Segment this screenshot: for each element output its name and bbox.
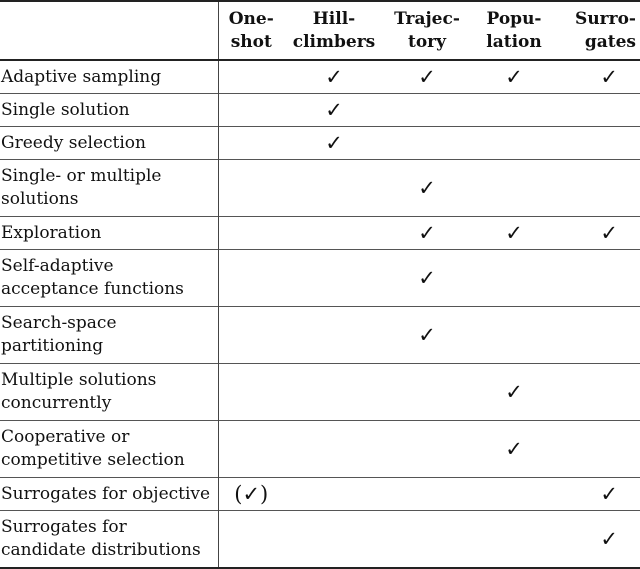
table-row <box>0 60 640 94</box>
check-cell <box>384 511 470 569</box>
check-cell <box>284 364 384 421</box>
check-cell <box>218 127 284 160</box>
table-row <box>0 250 640 307</box>
check-cell <box>218 250 284 307</box>
header-cell-trajectory: Trajec- tory <box>394 8 460 52</box>
row-label: Single solution <box>0 94 218 127</box>
row-label: Adaptive sampling <box>0 60 218 94</box>
check-cell <box>218 307 284 364</box>
check-cell <box>218 364 284 421</box>
check-cell: ✓ <box>418 175 436 200</box>
check-cell <box>218 160 284 217</box>
header-cell-population: Popu- lation <box>486 8 542 52</box>
row-label: Search-space partitioning <box>0 307 218 364</box>
check-cell: ✓ <box>418 220 436 245</box>
check-cell <box>558 160 640 217</box>
row-label: Surrogates for candidate distributions <box>0 511 218 569</box>
check-cell <box>284 160 384 217</box>
check-cell <box>384 478 470 511</box>
check-cell <box>384 127 470 160</box>
table-row <box>0 160 640 217</box>
check-cell <box>284 421 384 478</box>
row-label: Cooperative or competitive selection <box>0 421 218 478</box>
check-cell: ✓ <box>600 526 618 551</box>
check-cell <box>384 421 470 478</box>
table-row <box>0 478 640 511</box>
check-cell: ✓ <box>325 130 343 155</box>
header-cell-surrogates: Surro- gates <box>575 8 636 52</box>
check-cell <box>470 478 558 511</box>
check-cell: ✓ <box>505 379 523 404</box>
check-cell <box>470 127 558 160</box>
check-cell <box>284 511 384 569</box>
check-cell <box>558 127 640 160</box>
row-label: Surrogates for objective <box>0 478 218 511</box>
table-row <box>0 127 640 160</box>
check-cell <box>470 94 558 127</box>
check-cell <box>558 250 640 307</box>
check-cell: (✓) <box>234 481 269 506</box>
table-row <box>0 94 640 127</box>
check-cell <box>558 364 640 421</box>
check-cell <box>218 60 284 94</box>
check-cell: ✓ <box>325 97 343 122</box>
check-cell <box>558 307 640 364</box>
header-row <box>0 1 640 60</box>
table-row <box>0 217 640 250</box>
check-cell <box>384 94 470 127</box>
row-label: Single- or multiple solutions <box>0 160 218 217</box>
check-cell: ✓ <box>600 64 618 89</box>
check-cell <box>284 478 384 511</box>
check-cell <box>284 250 384 307</box>
check-cell: ✓ <box>505 64 523 89</box>
check-cell: ✓ <box>418 265 436 290</box>
row-label: Multiple solutions concurrently <box>0 364 218 421</box>
check-cell: ✓ <box>505 436 523 461</box>
row-label: Self-adaptive acceptance functions <box>0 250 218 307</box>
header-cell-property <box>0 1 218 60</box>
check-cell <box>384 364 470 421</box>
header-cell-one-shot: One- shot <box>228 8 274 52</box>
row-label: Exploration <box>0 217 218 250</box>
check-cell <box>558 421 640 478</box>
check-cell <box>218 217 284 250</box>
check-cell: ✓ <box>600 220 618 245</box>
check-cell <box>470 250 558 307</box>
check-cell: ✓ <box>325 64 343 89</box>
check-cell <box>470 307 558 364</box>
check-cell: ✓ <box>418 64 436 89</box>
check-cell <box>218 94 284 127</box>
row-label: Greedy selection <box>0 127 218 160</box>
table-row <box>0 511 640 569</box>
table-row <box>0 421 640 478</box>
check-cell: ✓ <box>505 220 523 245</box>
table-row <box>0 364 640 421</box>
check-cell <box>470 511 558 569</box>
check-cell: ✓ <box>600 481 618 506</box>
header-cell-hill-climbers: Hill- climbers <box>292 8 376 52</box>
check-cell <box>558 94 640 127</box>
check-cell <box>284 307 384 364</box>
check-cell <box>218 421 284 478</box>
check-cell <box>470 160 558 217</box>
check-cell <box>218 511 284 569</box>
table-row <box>0 307 640 364</box>
check-cell: ✓ <box>418 322 436 347</box>
check-cell <box>284 217 384 250</box>
